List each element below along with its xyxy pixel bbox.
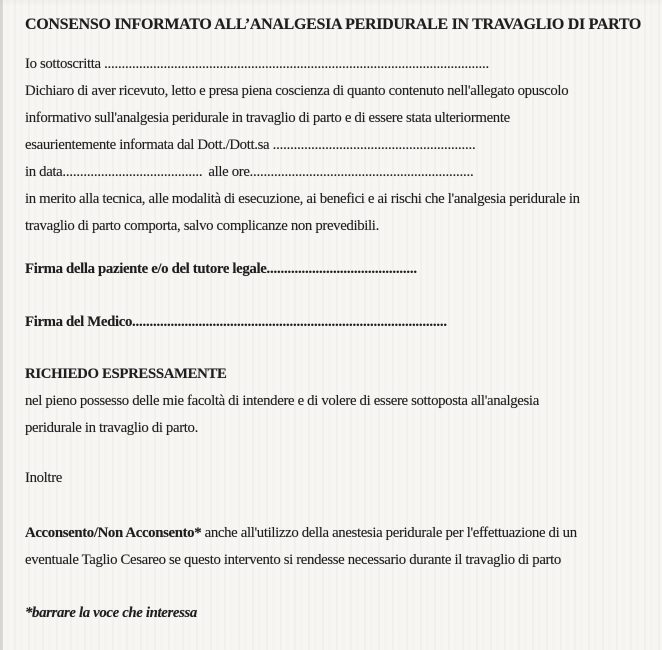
document-title: CONSENSO INFORMATO ALL’ANALGESIA PERIDURALE IN TRAVAGLIO DI PARTO: [25, 16, 642, 33]
intro-block: [25, 51, 648, 240]
inoltre-line: Inoltre: [25, 470, 62, 486]
patient-signature-line: [25, 256, 648, 283]
consent-block: [25, 520, 648, 574]
date-dotted-field: ........................................: [62, 164, 203, 180]
informed-by-label: esaurientemente informata dal Dott./Dott.sa: [25, 137, 273, 153]
merit-line-2: travaglio di parto comporta, salvo complicanze non prevedibili.: [25, 218, 379, 234]
patient-signature-label: Firma della paziente e/o del tutore legale: [25, 261, 267, 277]
patient-signature-dotted-field: ...........................................: [266, 261, 417, 277]
request-heading: RICHIEDO ESPRESSAMENTE: [25, 366, 227, 382]
doctor-signature-dotted-field: ..........................................................................................: [132, 314, 447, 330]
consent-line-1: [25, 520, 648, 547]
footnote-line: *barrare la voce che interessa: [25, 605, 197, 621]
document-content: [25, 13, 648, 627]
declaration-line-1: Dichiaro di aver ricevuto, letto e presa piena coscienza di quanto contenuto nell'allegato opuscolo: [25, 83, 569, 99]
doctor-signature-label: Firma del Medico: [25, 314, 132, 330]
request-block: [25, 388, 648, 442]
time-dotted-field: ................................................................: [249, 164, 474, 180]
subscriber-name-dotted-field: ..............................................................................................................: [104, 56, 489, 72]
doctor-signature-line: [25, 309, 648, 336]
time-label: alle ore: [208, 164, 250, 180]
informed-by-line: [25, 132, 648, 159]
date-label: in data: [25, 164, 63, 180]
consent-line-1-rest: anche all'utilizzo della anestesia peridurale per l'effettuazione di un: [201, 525, 577, 541]
consent-line-2: eventuale Taglio Cesareo se questo intervento si rendesse necessario durante il travaglio di parto: [25, 552, 561, 568]
date-time-line: [25, 159, 648, 186]
request-line-2: peridurale in travaglio di parto.: [25, 420, 198, 436]
consent-choice-label: Acconsento/Non Acconsento*: [25, 525, 202, 541]
subscriber-label: Io sottoscritta: [25, 56, 105, 72]
subscriber-line: [25, 51, 648, 78]
request-line-1: nel pieno possesso delle mie facoltà di intendere e di volere di essere sottoposta all'analgesia: [25, 393, 539, 409]
merit-line-1: in merito alla tecnica, alle modalità di esecuzione, ai benefici e ai rischi che l'analgesia peridurale in: [25, 191, 580, 207]
declaration-line-2: informativo sull'analgesia peridurale in travaglio di parto e di essere stata ulteriormente: [25, 110, 510, 126]
doctor-name-dotted-field: ..........................................................: [272, 137, 476, 153]
